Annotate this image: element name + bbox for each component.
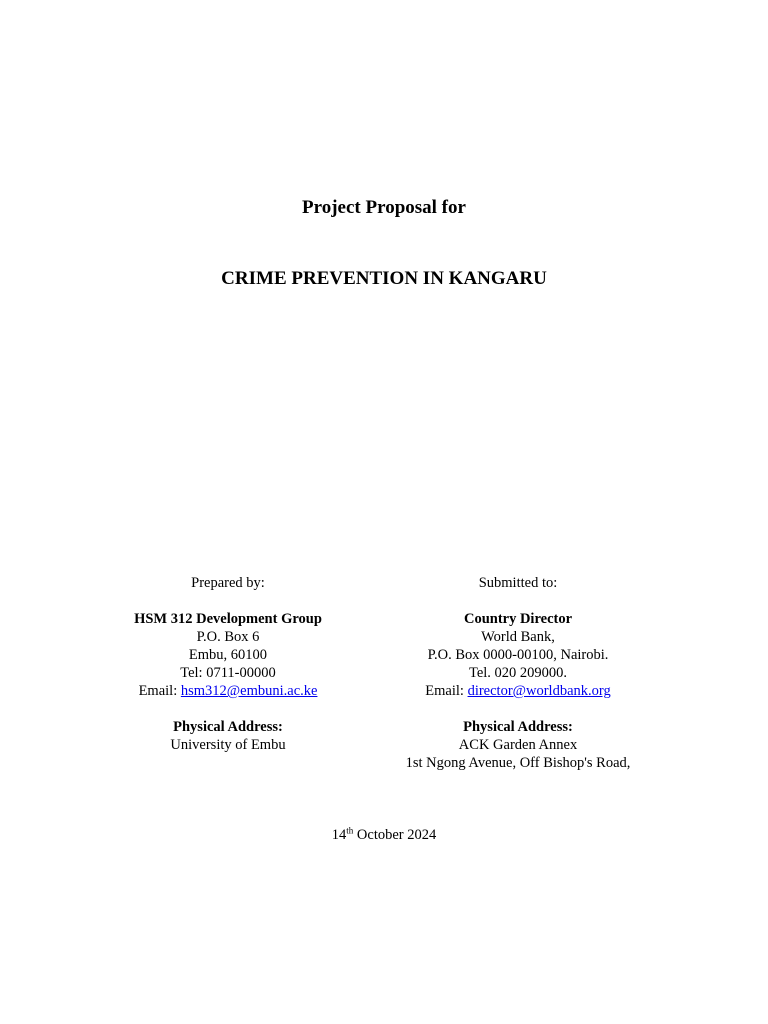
prepared-by-org: HSM 312 Development Group <box>134 611 322 627</box>
proposal-title-line: Project Proposal for <box>302 197 466 218</box>
submitted-to-email-label: Email: <box>425 683 468 699</box>
prepared-by-email-label: Email: <box>138 683 181 699</box>
submitted-to-po-box: P.O. Box 0000-00100, Nairobi. <box>427 647 609 663</box>
spacer <box>368 592 668 610</box>
prepared-by-email-line <box>88 682 368 700</box>
prepared-by-physical-heading: Physical Address: <box>173 719 283 735</box>
proposal-date <box>0 826 768 844</box>
spacer <box>88 592 368 610</box>
submitted-to-email-line <box>368 682 668 700</box>
prepared-by-town: Embu, 60100 <box>188 647 268 663</box>
submitted-to-physical-address-1: ACK Garden Annex <box>458 737 578 753</box>
prepared-by-email-link[interactable]: hsm312@embuni.ac.ke <box>180 683 318 699</box>
submitted-to-physical-heading: Physical Address: <box>463 719 573 735</box>
prepared-by-physical-address: University of Embu <box>170 737 286 753</box>
prepared-by-po-box: P.O. Box 6 <box>196 629 260 645</box>
prepared-by-block <box>88 574 368 754</box>
date-day: 14 <box>331 827 347 843</box>
date-ordinal-suffix: th <box>346 825 354 836</box>
submitted-to-phone: Tel. 020 209000. <box>468 665 568 681</box>
proposal-subject-title: CRIME PREVENTION IN KANGARU <box>221 268 547 289</box>
date-month-year: October 2024 <box>353 827 437 843</box>
prepared-by-phone: Tel: 0711-00000 <box>180 665 276 681</box>
submitted-to-institution: World Bank, <box>481 629 555 645</box>
submitted-to-heading: Submitted to: <box>478 575 558 591</box>
spacer <box>368 700 668 718</box>
submitted-to-block <box>368 574 668 772</box>
spacer <box>88 700 368 718</box>
submitted-to-email-link[interactable]: director@worldbank.org <box>467 683 611 699</box>
submitted-to-org: Country Director <box>463 611 573 627</box>
prepared-by-heading: Prepared by: <box>191 575 265 591</box>
submitted-to-physical-address-2: 1st Ngong Avenue, Off Bishop's Road, <box>405 755 631 771</box>
